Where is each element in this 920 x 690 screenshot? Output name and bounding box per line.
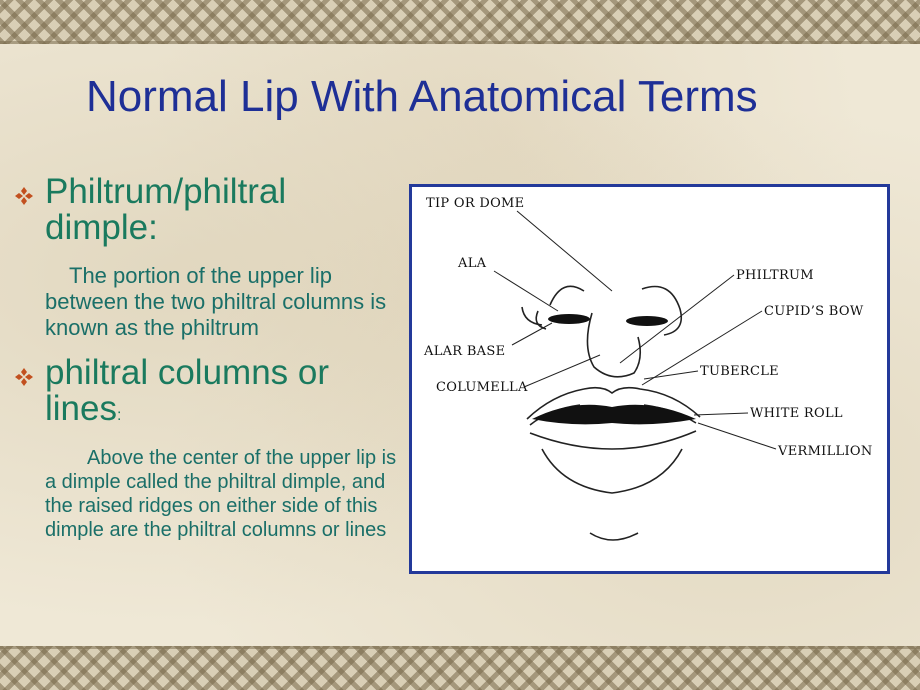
diamond-quad-icon [14,367,45,392]
diamond-quad-icon [14,186,45,211]
bullet-description: Above the center of the upper lip is a dimple called the philtral dimple, and the raised ridges on either side of this dimple are the philtral columns or lines [45,447,397,541]
lip-anatomy-drawing [412,187,887,571]
left-nostril [548,314,590,324]
label-columella: COLUMELLA [436,380,528,395]
mouth-line [532,405,696,425]
bullet-list [14,174,406,542]
right-nostril [626,316,668,326]
label-tubercle: TUBERCLE [700,364,779,379]
label-tip-or-dome: TIP OR DOME [426,196,525,211]
bullet-heading: Philtrum/philtral dimple: [45,172,287,247]
label-cupids-bow: CUPID’S BOW [764,304,864,319]
label-white-roll: WHITE ROLL [750,406,843,421]
bottom-border-pattern [0,646,920,690]
lip-anatomy-diagram [409,184,890,574]
label-alar-base: ALAR BASE [424,344,506,359]
nose-sketch [522,286,681,377]
label-philtrum: PHILTRUM [736,268,814,283]
label-ala: ALA [458,256,487,271]
bullet-heading: philtral columns or lines: [45,353,329,428]
slide-title: Normal Lip With Anatomical Terms [86,72,758,121]
bullet-item-philtrum [14,174,406,253]
label-vermillion: VERMILLION [778,444,873,459]
top-border-pattern [0,0,920,44]
bullet-description: The portion of the upper lip between the two philtral columns is known as the philtrum [45,263,387,340]
bullet-item-philtral-columns [14,355,406,434]
